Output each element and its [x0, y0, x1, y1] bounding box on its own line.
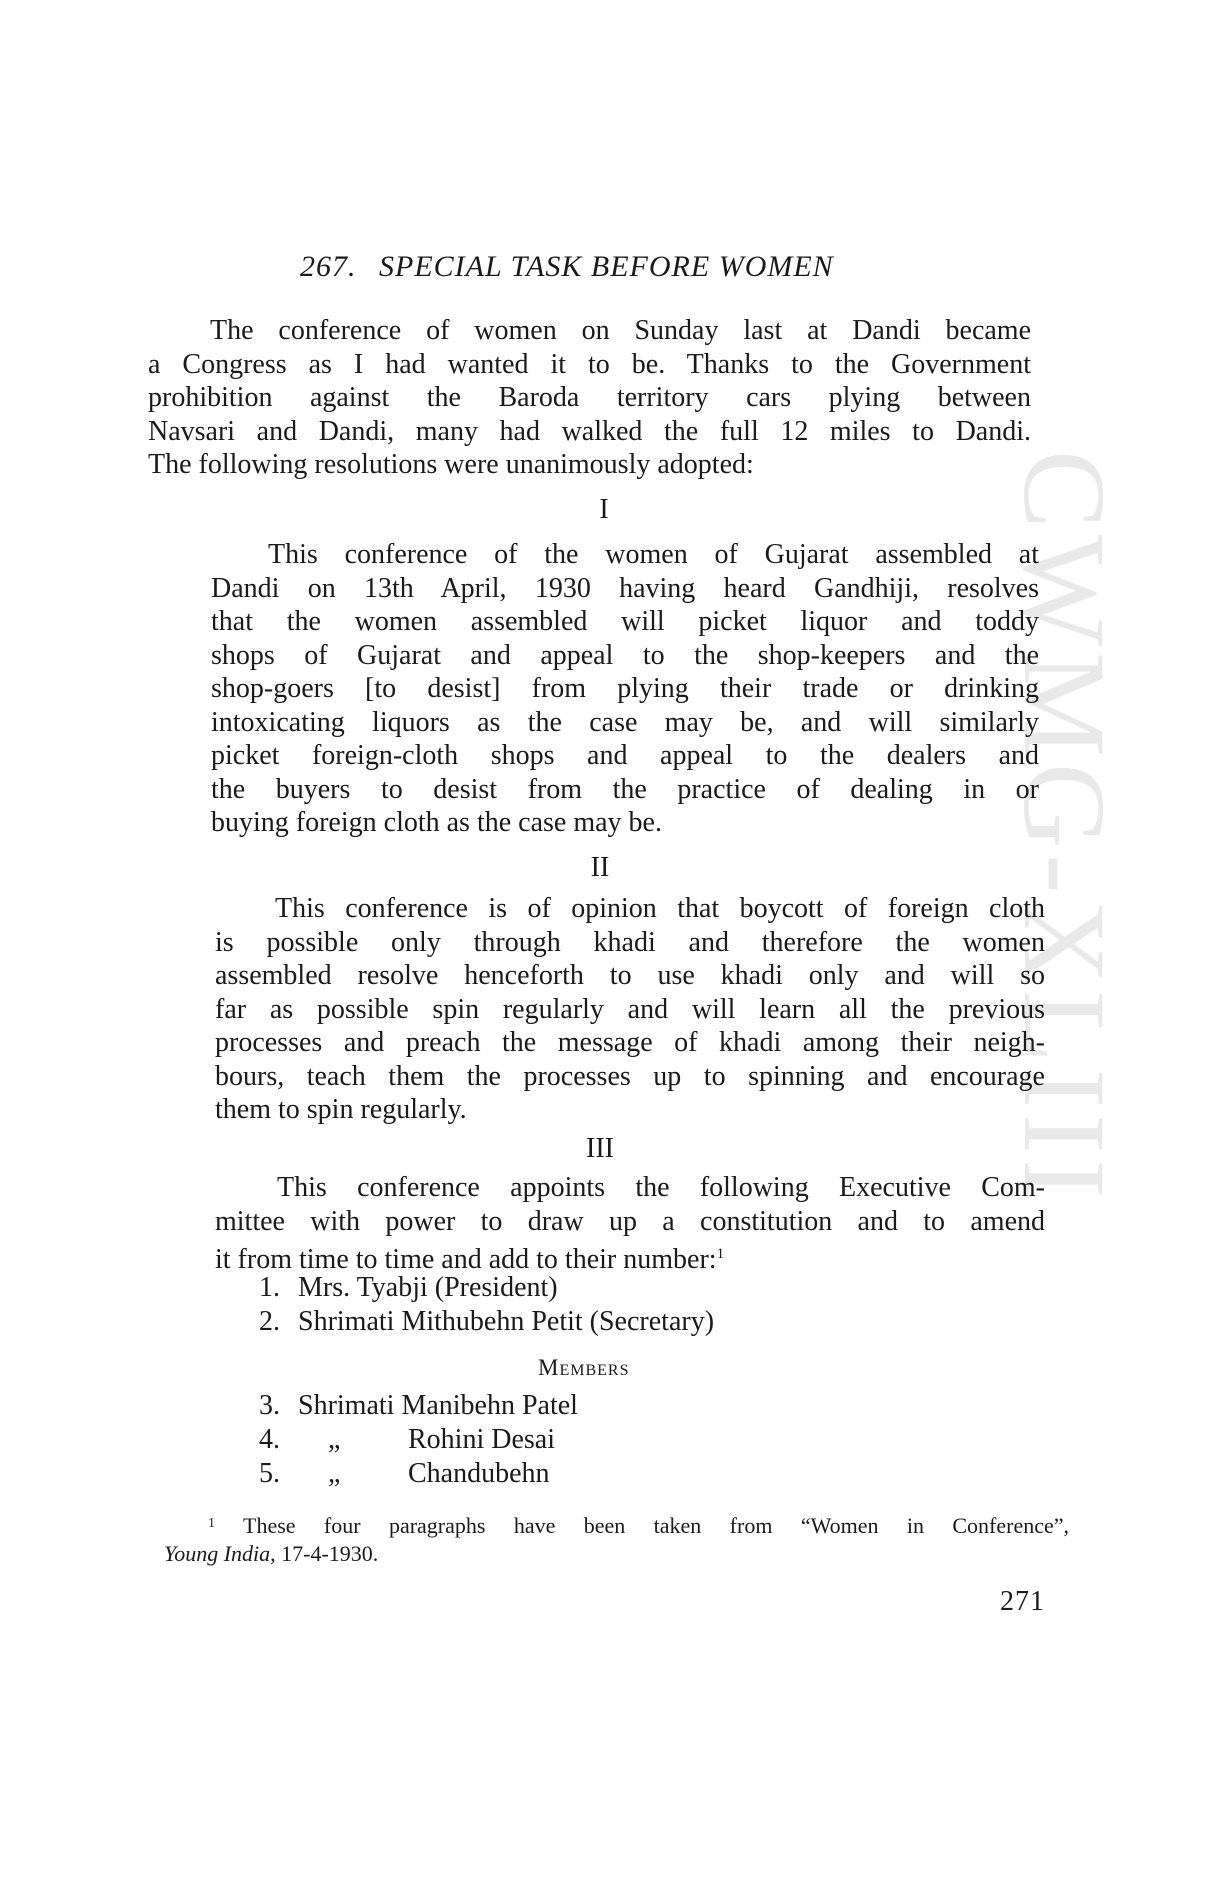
list-item-number: 4.	[259, 1424, 280, 1455]
resolution-line: picket foreign-cloth shops and appeal to the dealers and	[211, 740, 1039, 771]
resolution-line: assembled resolve henceforth to use khadi only and will so	[215, 960, 1045, 991]
resolution-line: This conference of the women of Gujarat assembled at	[268, 539, 1039, 570]
list-item-number: 2.	[259, 1306, 280, 1337]
resolution-line: far as possible spin regularly and will learn all the previous	[215, 993, 1045, 1025]
list-item-number: 5.	[259, 1458, 280, 1489]
list-item	[235, 1390, 578, 1422]
list-item-name: Shrimati Manibehn Patel	[298, 1390, 578, 1421]
resolution-line: is possible only through khadi and therefore the women	[215, 926, 1045, 958]
resolution-line: the buyers to desist from the practice of dealing in or	[211, 773, 1039, 805]
article-title-text: SPECIAL TASK BEFORE WOMEN	[379, 250, 834, 283]
footnote-date: , 17-4-1930.	[270, 1541, 379, 1566]
list-item-number: 1.	[259, 1272, 280, 1303]
article-number: 267.	[300, 250, 357, 283]
intro-paragraph	[148, 314, 1031, 482]
footnote-reference: 1	[716, 1246, 725, 1262]
list-item	[235, 1272, 558, 1304]
resolution-line: that the women assembled will picket liquor and toddy	[211, 606, 1039, 637]
list-item	[235, 1458, 550, 1490]
list-item-name: Rohini Desai	[408, 1424, 555, 1455]
resolution-line: This conference appoints the following Executive Com-	[277, 1172, 1045, 1203]
intro-line: a Congress as I had wanted it to be. Thanks to the Government	[148, 348, 1031, 380]
ditto-mark: „	[328, 1458, 341, 1489]
list-item-name: Shrimati Mithubehn Petit (Secretary)	[298, 1306, 715, 1337]
footnote-line	[164, 1510, 1069, 1540]
intro-line: prohibition against the Baroda territory cars plying between	[148, 382, 1031, 413]
resolution-line: processes and preach the message of khadi among their neigh-	[215, 1027, 1045, 1058]
resolution-numeral: III	[586, 1133, 614, 1164]
resolution-paragraph	[211, 538, 1039, 840]
resolution-paragraph	[215, 892, 1045, 1127]
footnote-line	[164, 1540, 1069, 1568]
intro-line: The following resolutions were unanimously adopted:	[148, 449, 754, 480]
resolution-numeral: I	[599, 494, 609, 525]
page-number: 271	[1000, 1586, 1045, 1617]
resolution-line	[215, 1238, 1045, 1277]
resolution-paragraph	[215, 1171, 1045, 1277]
resolution-line: Dandi on 13th April, 1930 having heard Gandhiji, resolves	[211, 572, 1039, 604]
footnote-text: These four paragraphs have been taken from “Women in Conference”,	[243, 1513, 1070, 1538]
members-heading: Members	[538, 1355, 630, 1380]
list-item	[235, 1306, 714, 1338]
footnote-marker: 1	[208, 1516, 215, 1531]
resolution-line: shop-goers [to desist] from plying their trade or drinking	[211, 673, 1039, 704]
resolution-line: This conference is of opinion that boycott of foreign cloth	[275, 893, 1045, 924]
resolution-line: shops of Gujarat and appeal to the shop-keepers and the	[211, 639, 1039, 671]
ditto-mark: „	[328, 1424, 341, 1455]
intro-line: The conference of women on Sunday last at Dandi became	[210, 315, 1031, 346]
intro-line: Navsari and Dandi, many had walked the full 12 miles to Dandi.	[148, 415, 1031, 447]
article-title	[300, 250, 834, 284]
resolution-line: them to spin regularly.	[215, 1094, 467, 1125]
footnote-source: Young India	[164, 1541, 271, 1566]
footnote	[164, 1510, 1069, 1568]
resolution-line: buying foreign cloth as the case may be.	[211, 807, 662, 838]
resolution-line-text: it from time to time and add to their number:	[215, 1244, 717, 1275]
list-item-number: 3.	[259, 1390, 280, 1421]
resolution-line: intoxicating liquors as the case may be, and will similarly	[211, 706, 1039, 738]
resolution-line: mittee with power to draw up a constitution and to amend	[215, 1205, 1045, 1237]
list-item-name: Chandubehn	[408, 1458, 550, 1489]
watermark: CWMG-XLIII	[999, 450, 1130, 1205]
list-item	[235, 1424, 555, 1456]
list-item-name: Mrs. Tyabji (President)	[298, 1272, 558, 1303]
resolution-numeral: II	[590, 852, 610, 883]
resolution-line: bours, teach them the processes up to spinning and encourage	[215, 1060, 1045, 1092]
